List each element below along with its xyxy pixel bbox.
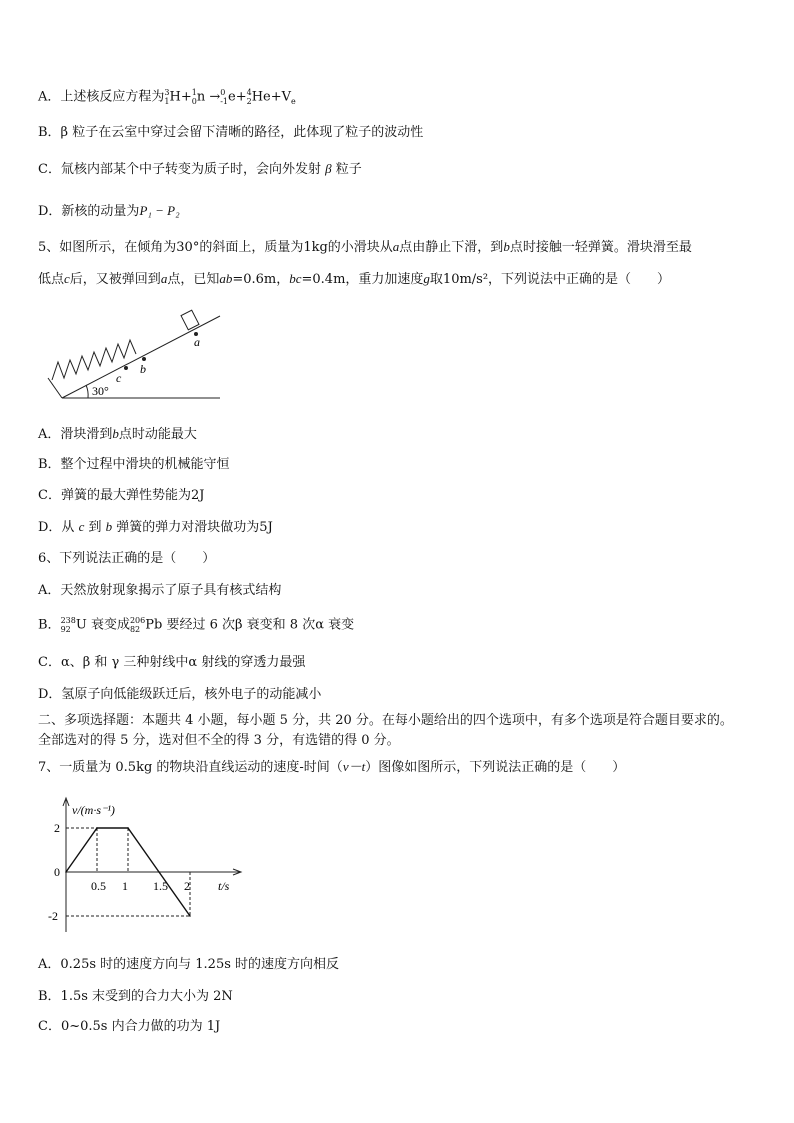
data-point — [96, 827, 98, 829]
incline-line — [62, 316, 220, 398]
q4-option-c: C．氚核内部某个中子转变为质子时，会向外发射 β 粒子 — [38, 161, 362, 177]
q7-option-b: B．1.5s 末受到的合力大小为 2N — [38, 989, 233, 1004]
vt-graph — [40, 790, 250, 940]
y-tick-label: 0 — [54, 865, 60, 879]
x-tick-label: 1.5 — [153, 879, 168, 893]
q7-stem: 7、一质量为 0.5kg 的物块沿直线运动的速度-时间（v－t）图像如图所示，下列说法正确的是（ ） — [38, 759, 626, 775]
data-point — [65, 871, 67, 873]
label-c: c — [116, 371, 122, 385]
data-point — [127, 827, 129, 829]
q6-option-c: C．α、β 和 γ 三种射线中α 射线的穿透力最强 — [38, 655, 306, 670]
label-a: a — [194, 335, 200, 349]
x-axis-label: t/s — [218, 879, 230, 893]
x-tick-label: 2 — [184, 879, 190, 893]
q5-stem-line1: 5、如图所示，在倾角为30°的斜面上，质量为1kg的小滑块从a点由静止下滑，到b点时接触一轻弹簧。滑块滑至最 — [38, 239, 692, 255]
q5-option-b: B．整个过程中滑块的机械能守恒 — [38, 457, 230, 472]
x-tick-label: 0.5 — [91, 879, 106, 893]
q6-option-d: D．氢原子向低能级跃迁后，核外电子的动能减小 — [38, 687, 322, 702]
q5-option-d: D．从 c 到 b 弹簧的弹力对滑块做功为5J — [38, 519, 273, 535]
x-tick-label: 1 — [122, 879, 128, 893]
section2-line2: 全部选对的得 5 分，选对但不全的得 3 分，有选错的得 0 分。 — [38, 733, 400, 748]
wall-line — [48, 378, 62, 398]
label-b: b — [140, 362, 146, 376]
spring — [52, 340, 136, 380]
point-c — [124, 366, 128, 370]
point-b — [142, 357, 146, 361]
q4-option-d: D．新核的动量为P₁ − P₂ — [38, 203, 180, 219]
y-axis-label: v/(m·s⁻¹) — [72, 803, 115, 817]
q6-option-b: B． 238 92 U 衰变成 206 82 Pb 要经过 6 次β 衰变和 8 次α 衰变 — [38, 616, 355, 634]
y-tick-label: 2 — [54, 821, 60, 835]
y-tick-label: -2 — [48, 909, 58, 923]
q4-option-b: B．β 粒子在云室中穿过会留下清晰的路径，此体现了粒子的波动性 — [38, 125, 424, 140]
slider-block — [181, 310, 199, 330]
angle-label: 30° — [92, 384, 109, 398]
q7-option-c: C．0~0.5s 内合力做的功为 1J — [38, 1019, 221, 1034]
section2-line1: 二、多项选择题：本题共 4 小题，每小题 5 分，共 20 分。在每小题给出的四个选项中，有多个选项是符合题目要求的。 — [38, 713, 733, 728]
q7-option-a: A．0.25s 时的速度方向与 1.25s 时的速度方向相反 — [38, 957, 340, 972]
q5-option-c: C．弹簧的最大弹性势能为2J — [38, 488, 205, 503]
q6-stem: 6、下列说法正确的是（ ） — [38, 551, 216, 566]
q4-option-a: A．上述核反应方程为 3 1 H+ 1 0 n → 0 -1 e+ 4 2 $He+V_e$ — [38, 88, 296, 107]
q5-stem-line2: 低点c后，又被弹回到a点，已知ab=0.6m，bc=0.4m，重力加速度g取10m/s²，下列说法中正确的是（ ） — [38, 271, 671, 287]
q6-option-a: A．天然放射现象揭示了原子具有核式结构 — [38, 583, 282, 598]
tritium-symbol: 3 1 — [164, 88, 170, 106]
data-point — [158, 871, 160, 873]
data-point — [189, 915, 191, 917]
q5-option-a: A．滑块滑到b点时动能最大 — [38, 426, 197, 442]
angle-arc — [86, 385, 88, 398]
incline-spring-figure — [44, 306, 224, 402]
